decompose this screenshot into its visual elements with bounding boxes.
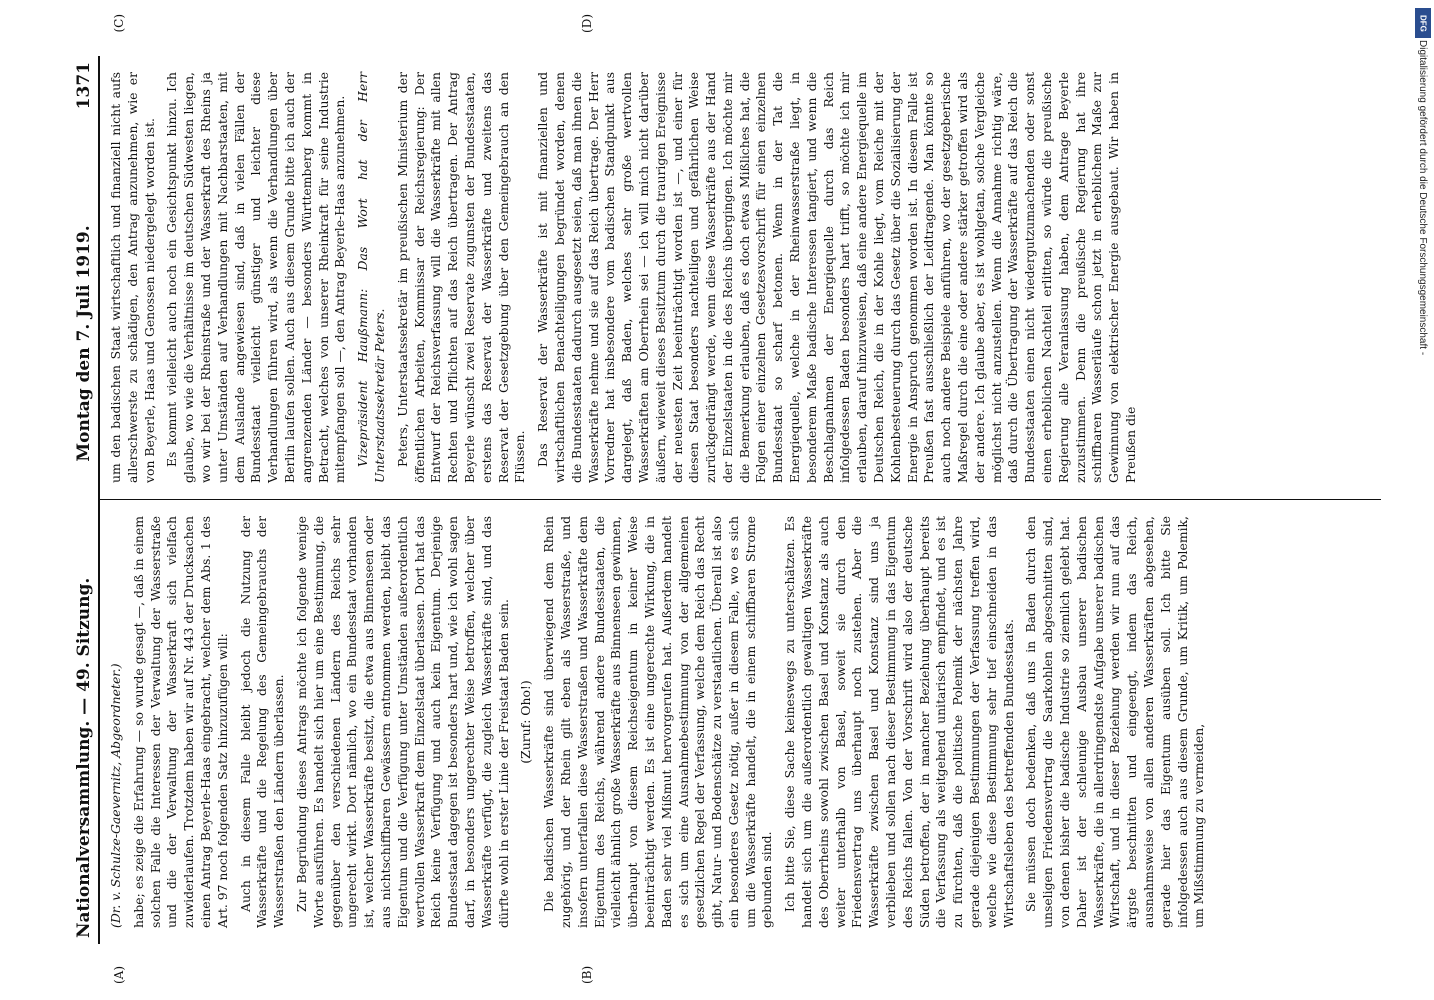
page-header <box>74 56 100 944</box>
rotated-page <box>60 0 1405 1000</box>
margin-marker-a: (A) <box>112 965 126 984</box>
paragraph: Es kommt vielleicht auch noch ein Gesichtspunkt hinzu. Ich glaube, wo wie die Verhältnisse im deutschen Südwesten liegen, wo wir bei der Rheinstraße und der Wasserkraft des Rheins ja unter Umständen auf Verhandlungen mit Nachbarstaaten, mit dem Auslande angewiesen sind, daß in vielen Fällen der Bundesstaat vielleicht günstiger und leichter diese Verhandlungen führen wird, als wenn die Verhandlungen über Berlin laufen sollen. Auch aus diesem Grunde bitte ich auch der angrenzenden Länder — besonders Württemberg kommt in Betracht, welches von unserer Rheinkraft für seine Industrie mitempfangen soll —, den Antrag Beyerle-Haas anzunehmen. <box>164 72 348 483</box>
paragraph: Peters, Unterstaatssekretär im preußischen Ministerium der öffentlichen Arbeiten, Kommissar der Reichsregierung: Der Entwurf der Reichsverfassung will die Wasserkräfte mit allen Rechten und Pflichten auf das Reich übertragen. Der Antrag Beyerle wünscht zwei Reservate zugunsten der Bundesstaaten, erstens das Reservat der Wasserkräfte und zweitens das Reservat der Gesetzgebung über den Gemeingebrauch an den Flüssen. <box>394 72 528 483</box>
credit-text: Digitalisierung gefördert durch die Deutsche Forschungsgemeinschaft - <box>1417 40 1428 356</box>
right-column <box>100 56 1381 500</box>
speaker-reference: (Dr. v. Schulze-Gaevernitz, Abgeordneter.) <box>108 663 123 928</box>
header-left: Nationalversammlung. — 49. Sitzung. <box>74 577 94 938</box>
page-number: 1371 <box>74 62 94 110</box>
text-columns <box>100 14 1381 984</box>
paragraph: Zur Begründung dieses Antrags möchte ich folgende wenige Worte ausführen. Es handelt sich hier um eine Bestimmung, die gegenüber den verschiedenen Ländern des Reichs sehr ungerecht wirkt. Dort nämlich, wo ein Bundesstaat vorhanden ist, welcher Wasserkräfte besitzt, die etwa aus Binnenseen oder aus nichtschiffbaren Gewässern entnommen werden, bleibt das Eigentum und die Verfügung unter Umständen außerordentlich wertvollen Wasserkraft dem Einzelstaat überlassen. Dort hat das Reich keine Verfügung und auch kein Eigentum. Derjenige Bundesstaat dagegen ist besonders hart und, wie ich wohl sagen darf, in besonders ungerechter Weise betroffen, welcher über Wasserkräfte verfügt, die zugleich Wasserkräfte sind, und das dürfte wohl in erster Linie der Freistaat Baden sein. <box>293 516 511 928</box>
paragraph: Auch in diesem Falle bleibt jedoch die Nutzung der Wasserkräfte und die Regelung des Gemeingebrauchs der Wasserstraßen den Ländern überlassen. <box>237 516 287 928</box>
paragraph: Sie müssen doch bedenken, daß uns in Baden durch den unseligen Friedensvertrag die Saarkohlen abgeschnitten sind, von denen bisher die badische Industrie so ziemlich gelebt hat. Daher ist der schleunige Ausbau unserer badischen Wasserkräfte, die in allerdringendste Aufgabe unserer badischen Wirtschaft, und in dieser Beziehung werden wir nun auf das ärgste beschnitten und eingeengt, indem das Reich, ausnahmsweise von allen anderen Wasserkräften abgesehen, gerade hier das Eigentum ausüben soll. Ich bitte Sie infolgedessen auch aus diesem Grunde, um Kritik, um Polemik, um Mißstimmung zu vermeiden, <box>1023 516 1207 928</box>
margin-marker-d: (D) <box>580 14 594 33</box>
speaker-line: Vizepräsident Haußmann: Das Wort hat der Herr Unterstaatssekretär Peters. <box>355 72 387 483</box>
paragraph: Das Reservat der Wasserkräfte ist mit finanziellen und wirtschaftlichen Benachteiligungen begründet worden, denen die Bundesstaaten dadurch ausgesetzt seien, daß man ihnen die Wasserkräfte nehme und sie auf das Reich übertrage. Der Herr Vorredner hat insbesondere vom badischen Standpunkt aus dargelegt, daß Baden, welches sehr große wertvollen Wasserkräften am Oberrhein sei — ich will mich nicht darüber äußern, wieweit dieses Besitztum durch die traurigen Ereignisse der neuesten Zeit beeinträchtigt worden ist —, und einer für diesen Staat besonders nachteiligen und gefährlichen Weise zurückgedrängt werde, wenn diese Wasserkräfte aus der Hand der Einzelstaaten in die des Reichs übergingen. Ich möchte mir die Bemerkung erlauben, daß es doch etwas Mißliches hat, die Folgen einer einzelnen Gesetzesvorschrift für einen einzelnen Bundesstaat so scharf betonen. Wenn in der Tat die Energiequelle, welche in der Rheinwasserstraße liegt, in besonderem Maße badische Interessen tangiert, und wenn die Beschlagnahmen der Energiequelle durch das Reich infolgedessen Baden besonders hart trifft, so möchte ich mir erlauben, darauf hinzuweisen, daß eine andere Energiequelle im Deutschen Reich, die in der Kohle liegt, vom Reiche mit der Kohlenbesteuerung durch das Gesetz über die Sozialisierung der Energie in Anspruch genommen worden ist. In diesem Falle ist Preußen fast ausschließlich der Leidtragende. Man könnte so auch noch andere Beispiele anführen, wo der gesetzgeberische Maßregel durch die eine oder andere stärker getroffen wird als der andere. Ich glaube aber, es ist wohlgetan, solche Vergleiche möglichst nicht anzustellen. Wenn die Annahme richtig wäre, daß durch die Übertragung der Wasserkräfte auf das Reich die Bundesstaaten einen nicht wiedergutzumachenden oder sonst einen erheblichen Nachteil erlitten, so würde die preußische Regierung alle Veranlassung haben, dem Antrage Beyerle zuzustimmen. Denn die preußische Regierung hat ihre schiffbaren Wasserläufe schon jetzt in erheblichem Maße zur Gewinnung von elektrischer Energie ausgebaut. Wir haben in Preußen die <box>535 72 1139 483</box>
interjection: (Zuruf: Oho!) <box>518 680 534 764</box>
digitization-credit <box>1410 0 1434 1000</box>
left-column <box>100 500 1381 944</box>
header-date: Montag den 7. Juli 1919. <box>74 225 94 462</box>
paragraph: Ich bitte Sie, diese Sache keineswegs zu unterschätzen. Es handelt sich um die außerordentlich gewaltigen Wasserkräfte des Oberrheins sowohl zwischen Basel und Konstanz als auch weiter unterhalb von Basel, soweit sie durch den Friedensvertrag uns überhaupt noch zustehen. Aber die Wasserkräfte zwischen Basel und Konstanz sind uns ja verblieben und sollen nach dieser Bestimmung in das Eigentum des Reichs fallen. Von der Vorschrift wird also der deutsche Süden betroffen, der in mancher Beziehung überhaupt bereits die Verfassung als weitgehend unitarisch empfindet, und es ist zu fürchten, daß die politische Polemik der nächsten Jahre gerade diejenigen Bestimmungen der Verfassung treffen wird, welche wie diese Bestimmung sehr tief einschneiden in das Wirtschaftsleben des betreffenden Bundesstaats. <box>782 516 1016 928</box>
paragraph: um den badischen Staat wirtschaftlich und finanziell nicht aufs allerschwerste zu schädigen, den Antrag anzunehmen, wie er von Beyerle, Haas und Genossen niedergelegt worden ist. <box>108 72 157 483</box>
margin-marker-b: (B) <box>580 965 594 984</box>
dfg-logo: DFG <box>1415 8 1431 38</box>
margin-marker-c: (C) <box>112 14 126 33</box>
paragraph: Die badischen Wasserkräfte sind überwiegend dem Rhein zugehörig, und der Rhein gilt eben als Wasserstraße, und insofern unterfallen diese Wasserstraßen und Wasserkräfte dem Eigentum des Reichs, während andere Bundesstaaten, die vielleicht ähnlich große Wasserkräfte aus Binnenseen gewinnen, überhaupt von diesem Reichseigentum in keiner Weise beeinträchtigt werden. Es ist eine ungerechte Wirkung, die in Baden sehr viel Mißmut hervorgerufen hat. Außerdem handelt es sich um eine Ausnahmebestimmung von der allgemeinen gesetzlichen Regel der Verfassung, welche dem Reich das Recht gibt, Natur- und Bodenschätze zu verstaatlichen. Überall ist also ein besonderes Gesetz nötig, außer in diesem Falle, wo es sich um die Wasserkräfte handelt, die in einem schiffbaren Strome gebunden sind. <box>541 516 775 928</box>
paragraph: habe; es zeige die Erfahrung — so wurde gesagt —, daß in einem solchen Falle die Interessen der Verwaltung der Wasserstraße und die der Verwaltung der Wasserkraft sich vielfach zuwiderlaufen. Trotzdem haben wir auf Nr. 443 der Drucksachen einen Antrag Beyerle-Haas eingebracht, welcher dem Abs. 1 des Art. 97 noch folgenden Satz hinzuzufügen will: <box>130 516 230 928</box>
